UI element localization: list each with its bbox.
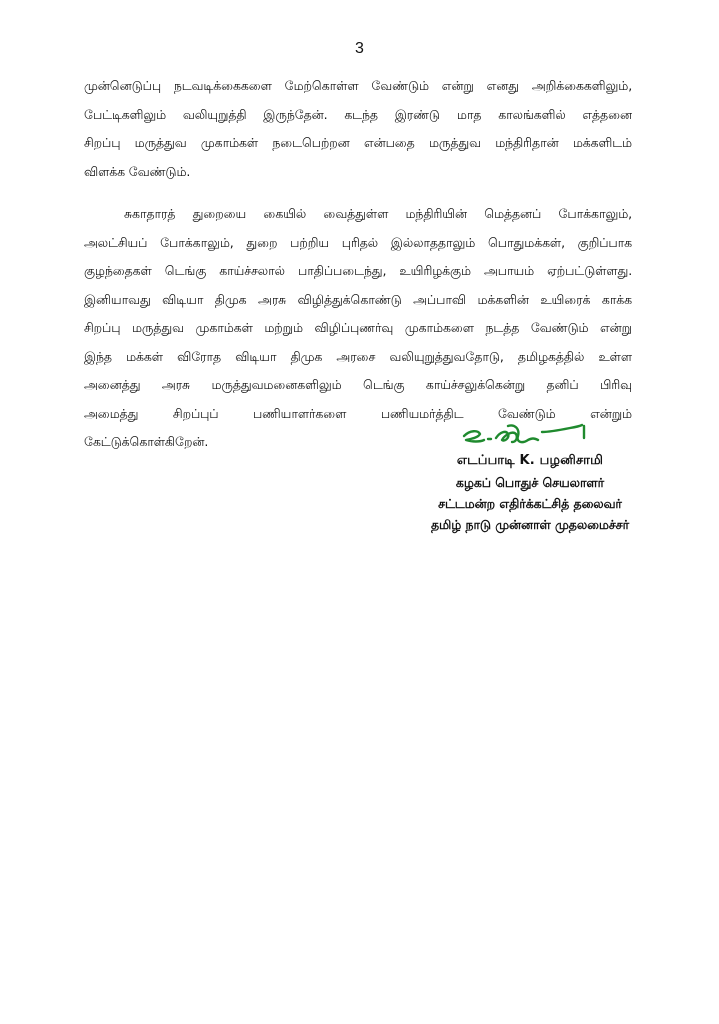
text-line: அமைத்து சிறப்புப் பணியாளர்களை பணியமர்த்திட வேண்டும் என்றும் bbox=[84, 405, 632, 421]
text-line: கேட்டுக்கொள்கிறேன். bbox=[84, 434, 209, 449]
text-line: அலட்சியப் போக்காலும், துறை பற்றிய புரிதல் இல்லாததாலும் பொதுமக்கள், குறிப்பாக bbox=[84, 234, 632, 250]
paragraph-2 bbox=[84, 200, 632, 457]
text-line: விளக்க வேண்டும். bbox=[84, 163, 191, 179]
text-line: இந்த மக்கள் விரோத விடியா திமுக அரசை வலியுறுத்துவதோடு, தமிழகத்தில் உள்ள bbox=[84, 348, 632, 364]
text-line: முன்னெடுப்பு நடவடிக்கைகளை மேற்கொள்ள வேண்டும் என்று எனது அறிக்கைகளிலும், bbox=[84, 78, 632, 93]
text-line: பேட்டிகளிலும் வலியுறுத்தி இருந்தேன். கடந்த இரண்டு மாத காலங்களில் எத்தனை bbox=[84, 106, 632, 122]
handwritten-signature bbox=[458, 420, 598, 452]
signatory-name: எடப்பாடி K. பழனிசாமி bbox=[456, 453, 604, 468]
text-line: அனைத்து அரசு மருத்துவமனைகளிலும் டெங்கு காய்ச்சலுக்கென்று தனிப் பிரிவு bbox=[84, 377, 632, 392]
text-line: சிறப்பு மருத்துவ முகாம்கள் மற்றும் விழிப்புணர்வு முகாம்களை நடத்த வேண்டும் என்று bbox=[84, 320, 632, 335]
text-line: சுகாதாரத் துறையை கையில் வைத்துள்ள மந்திரியின் மெத்தனப் போக்காலும், bbox=[124, 206, 632, 221]
signatory-title-3: தமிழ் நாடு முன்னாள் முதலமைச்சர் bbox=[430, 517, 630, 532]
text-line: இனியாவது விடியா திமுக அரசு விழித்துக்கொண்டு அப்பாவி மக்களின் உயிரைக் காக்க bbox=[84, 291, 632, 307]
signatory-title-1: கழகப் பொதுச் செயலாளர் bbox=[455, 475, 605, 490]
text-line: சிறப்பு மருத்துவ முகாம்கள் நடைபெற்றன என்பதை மருத்துவ மந்திரிதான் மக்களிடம் bbox=[84, 135, 632, 150]
text-line: குழந்தைகள் டெங்கு காய்ச்சலால் பாதிப்படைந்து, உயிரிழக்கும் அபாயம் ஏற்பட்டுள்ளது. bbox=[84, 263, 632, 278]
page-number: 3 bbox=[355, 40, 364, 57]
signatory-title-2: சட்டமன்ற எதிர்க்கட்சித் தலைவர் bbox=[438, 496, 622, 511]
paragraph-1 bbox=[84, 72, 632, 186]
